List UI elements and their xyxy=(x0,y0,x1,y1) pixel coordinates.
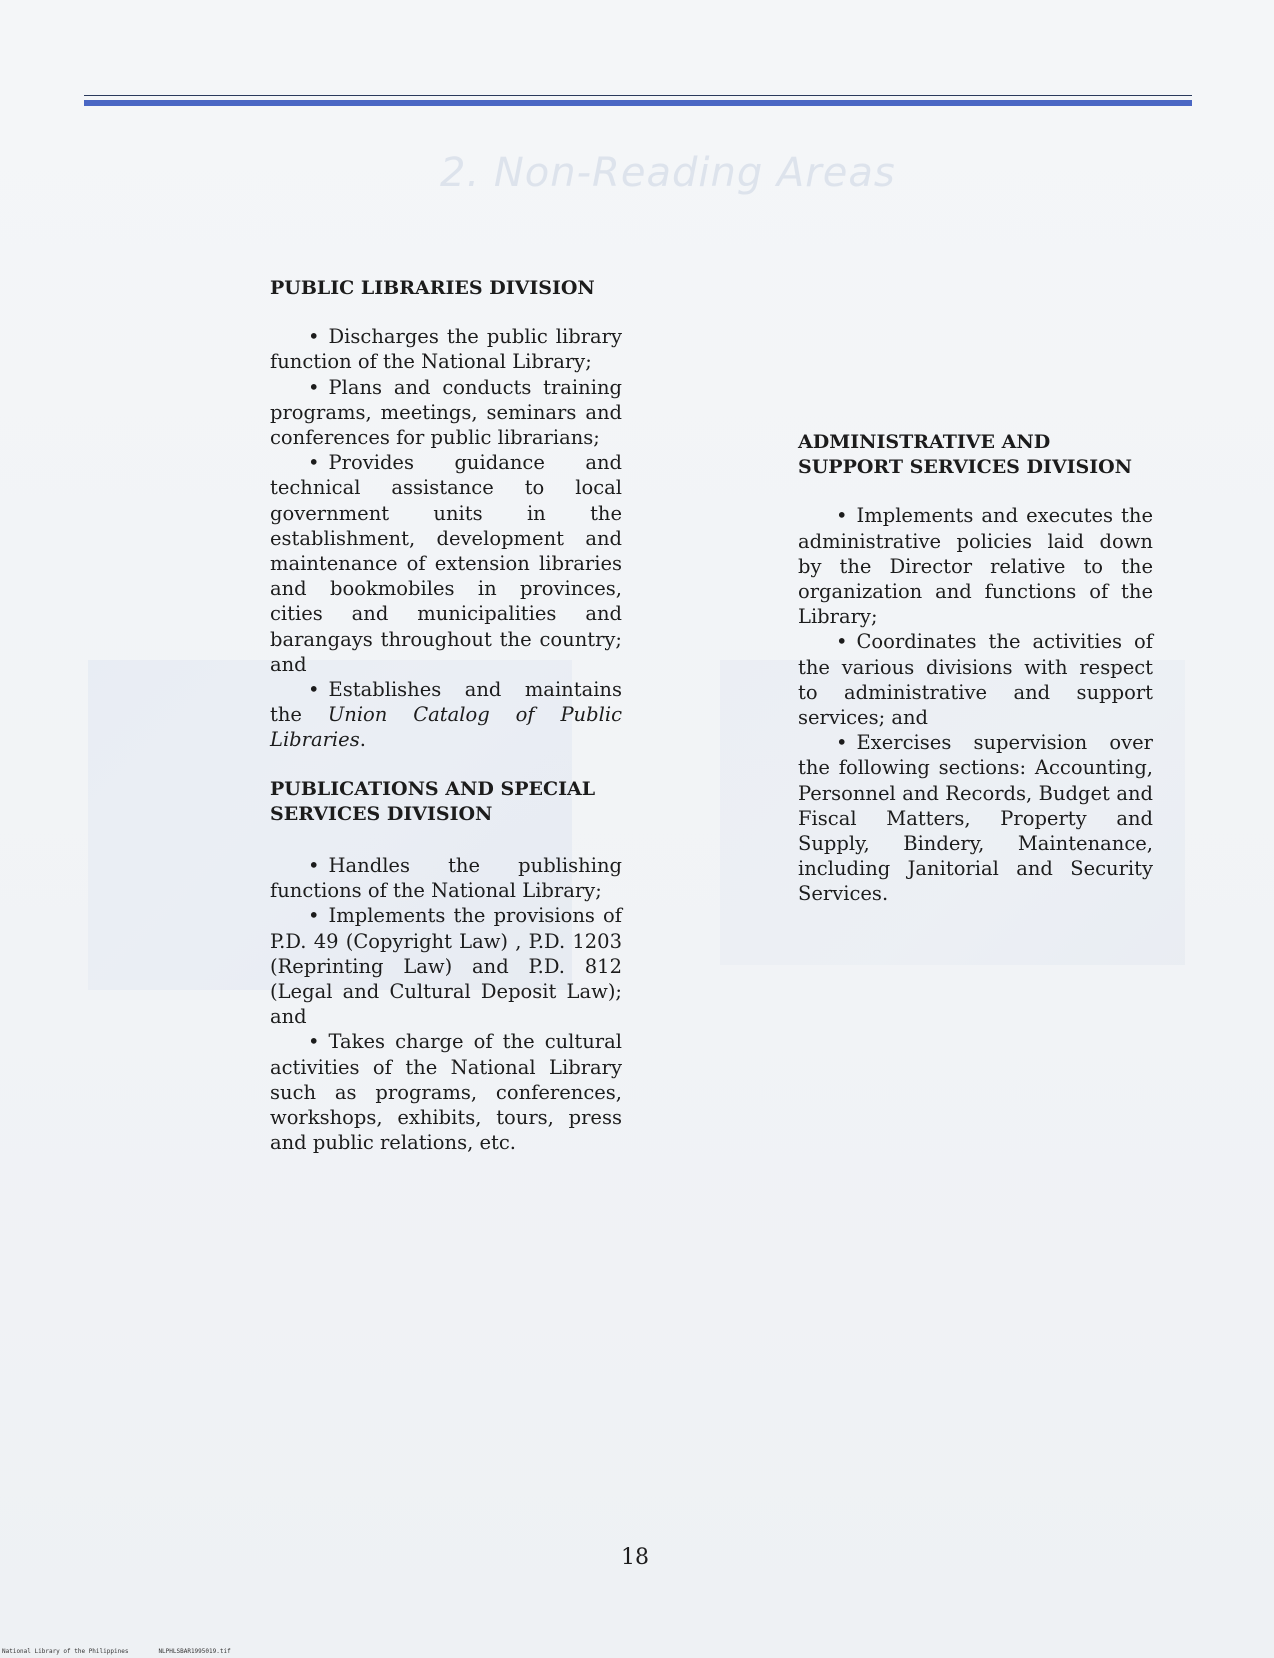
bullet-icon: • xyxy=(308,1030,320,1054)
bullet-icon: • xyxy=(308,451,320,475)
header-rule-blue xyxy=(84,100,1192,106)
publications-item: • Takes charge of the cultural activities of the National Library such as programs, conferences, workshops, exhibits, tours, press and public relations, etc. xyxy=(270,1030,622,1155)
scan-footer xyxy=(2,1648,261,1655)
publications-item: • Implements the provisions of P.D. 49 (Copyright Law) , P.D. 1203 (Reprinting Law) and P.D. 812 (Legal and Cultural Deposit Law); and xyxy=(270,904,622,1029)
administrative-heading: ADMINISTRATIVE AND SUPPORT SERVICES DIVISION xyxy=(798,431,1133,479)
bullet-icon: • xyxy=(836,731,848,755)
public-libraries-item: • Plans and conducts training programs, meetings, seminars and conferences for public librarians; xyxy=(270,375,622,450)
bullet-icon: • xyxy=(308,854,320,878)
bullet-icon: • xyxy=(836,504,848,528)
public-libraries-item: • Discharges the public library function of the National Library; xyxy=(270,325,622,374)
administrative-item: • Implements and executes the administrative policies laid down by the Director relative to the organization and functions of the Library; xyxy=(798,504,1153,629)
publications-heading: PUBLICATIONS AND SPECIAL SERVICES DIVISION xyxy=(270,777,596,825)
administrative-item: • Coordinates the activities of the various divisions with respect to administrative and support services; and xyxy=(798,630,1153,730)
scan-footer-source: National Library of the Philippines xyxy=(2,1648,129,1655)
scan-footer-file-id: NLPHLSBAR1995019.tif xyxy=(158,1648,231,1655)
bullet-icon: • xyxy=(308,904,320,928)
bullet-icon: • xyxy=(308,375,320,399)
bullet-icon: • xyxy=(308,678,320,702)
union-catalog-title: Union Catalog of Public Libraries xyxy=(270,703,622,752)
header-rule-thin xyxy=(84,95,1192,96)
left-column xyxy=(270,276,622,1156)
bullet-icon: • xyxy=(308,325,320,349)
publications-item: • Handles the publishing functions of the National Library; xyxy=(270,854,622,903)
public-libraries-item: • Provides guidance and technical assistance to local government units in the establishment, development and maintenance of extension libraries and bookmobiles in provinces, cities and municipalities and barangays throughout the country; and xyxy=(270,451,622,676)
bleed-through-heading: 2. Non-Reading Areas xyxy=(440,150,896,196)
public-libraries-heading: PUBLIC LIBRARIES DIVISION xyxy=(270,277,595,299)
page-number: 18 xyxy=(621,1545,649,1570)
right-column xyxy=(798,430,1153,907)
bullet-icon: • xyxy=(836,630,848,654)
administrative-item: • Exercises supervision over the following sections: Accounting, Personnel and Records, Budget and Fiscal Matters, Property and Supply, Bindery, Maintenance, including Janitorial and Security Services. xyxy=(798,731,1153,906)
public-libraries-item: • Establishes and maintains the Union Catalog of Public Libraries. xyxy=(270,678,622,752)
